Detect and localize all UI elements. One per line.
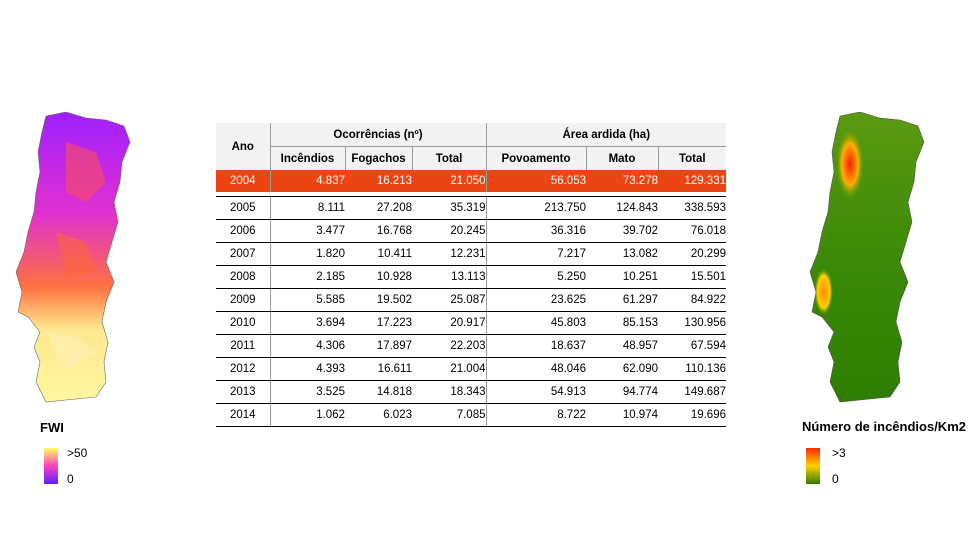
header-total-area: Total [658, 147, 726, 171]
table-row [216, 266, 726, 289]
cell-mato: 94.774 [586, 381, 658, 404]
cell-total-area: 338.593 [658, 197, 726, 220]
cell-fogachos: 10.928 [345, 266, 412, 289]
cell-incendios: 3.525 [270, 381, 345, 404]
cell-total-occurrences: 12.231 [412, 243, 486, 266]
table-body [216, 170, 726, 427]
table-row [216, 197, 726, 220]
cell-mato: 10.251 [586, 266, 658, 289]
fwi-map [6, 112, 136, 412]
cell-incendios: 3.694 [270, 312, 345, 335]
cell-mato: 124.843 [586, 197, 658, 220]
cell-total-area: 129.331 [658, 170, 726, 192]
cell-povoamento: 18.637 [486, 335, 586, 358]
cell-total-area: 19.696 [658, 404, 726, 427]
cell-year: 2005 [216, 197, 270, 220]
header-occurrences: Ocorrências (nº) [270, 123, 486, 147]
table-row [216, 243, 726, 266]
cell-mato: 73.278 [586, 170, 658, 192]
fwi-legend-min: 0 [67, 472, 74, 486]
header-burned-area: Área ardida (ha) [486, 123, 726, 147]
cell-povoamento: 56.053 [486, 170, 586, 192]
cell-year: 2010 [216, 312, 270, 335]
cell-total-area: 110.136 [658, 358, 726, 381]
cell-year: 2006 [216, 220, 270, 243]
table-row [216, 358, 726, 381]
cell-fogachos: 16.768 [345, 220, 412, 243]
header-incendios: Incêndios [270, 147, 345, 171]
header-total-occurrences: Total [412, 147, 486, 171]
cell-incendios: 3.477 [270, 220, 345, 243]
cell-fogachos: 6.023 [345, 404, 412, 427]
cell-year: 2014 [216, 404, 270, 427]
table-row [216, 312, 726, 335]
cell-incendios: 4.306 [270, 335, 345, 358]
table-row [216, 404, 726, 427]
table-row [216, 381, 726, 404]
cell-povoamento: 48.046 [486, 358, 586, 381]
cell-fogachos: 10.411 [345, 243, 412, 266]
cell-fogachos: 14.818 [345, 381, 412, 404]
cell-year: 2009 [216, 289, 270, 312]
cell-year: 2008 [216, 266, 270, 289]
cell-fogachos: 16.213 [345, 170, 412, 192]
table-row [216, 220, 726, 243]
cell-mato: 13.082 [586, 243, 658, 266]
density-legend-bar [806, 448, 820, 484]
density-legend-max: >3 [832, 446, 846, 460]
table-row-highlighted [216, 170, 726, 192]
cell-incendios: 8.111 [270, 197, 345, 220]
cell-incendios: 2.185 [270, 266, 345, 289]
cell-total-area: 15.501 [658, 266, 726, 289]
cell-mato: 62.090 [586, 358, 658, 381]
cell-year: 2012 [216, 358, 270, 381]
cell-povoamento: 45.803 [486, 312, 586, 335]
cell-mato: 85.153 [586, 312, 658, 335]
cell-total-area: 20.299 [658, 243, 726, 266]
density-legend-title: Número de incêndios/Km2 [802, 419, 966, 434]
cell-total-occurrences: 7.085 [412, 404, 486, 427]
cell-fogachos: 16.611 [345, 358, 412, 381]
cell-incendios: 1.062 [270, 404, 345, 427]
fire-statistics-table [216, 123, 726, 427]
cell-fogachos: 17.897 [345, 335, 412, 358]
cell-total-occurrences: 21.004 [412, 358, 486, 381]
cell-total-occurrences: 20.917 [412, 312, 486, 335]
cell-total-occurrences: 13.113 [412, 266, 486, 289]
cell-povoamento: 213.750 [486, 197, 586, 220]
fwi-legend-title: FWI [40, 420, 64, 435]
header-povoamento: Povoamento [486, 147, 586, 171]
header-fogachos: Fogachos [345, 147, 412, 171]
table-row [216, 289, 726, 312]
cell-total-occurrences: 20.245 [412, 220, 486, 243]
cell-total-occurrences: 22.203 [412, 335, 486, 358]
cell-year: 2004 [216, 170, 270, 192]
cell-povoamento: 23.625 [486, 289, 586, 312]
cell-mato: 39.702 [586, 220, 658, 243]
cell-fogachos: 19.502 [345, 289, 412, 312]
cell-incendios: 1.820 [270, 243, 345, 266]
cell-povoamento: 5.250 [486, 266, 586, 289]
cell-incendios: 4.837 [270, 170, 345, 192]
cell-fogachos: 27.208 [345, 197, 412, 220]
cell-total-area: 130.956 [658, 312, 726, 335]
fwi-legend-bar [44, 448, 58, 484]
header-year: Ano [216, 123, 270, 170]
cell-incendios: 4.393 [270, 358, 345, 381]
cell-mato: 61.297 [586, 289, 658, 312]
cell-year: 2007 [216, 243, 270, 266]
cell-mato: 48.957 [586, 335, 658, 358]
fwi-legend-max: >50 [67, 446, 88, 460]
cell-incendios: 5.585 [270, 289, 345, 312]
cell-povoamento: 54.913 [486, 381, 586, 404]
cell-total-area: 76.018 [658, 220, 726, 243]
cell-total-area: 84.922 [658, 289, 726, 312]
header-mato: Mato [586, 147, 658, 171]
fire-density-map [800, 112, 930, 412]
cell-total-occurrences: 21.050 [412, 170, 486, 192]
cell-total-occurrences: 25.087 [412, 289, 486, 312]
cell-povoamento: 8.722 [486, 404, 586, 427]
cell-total-occurrences: 35.319 [412, 197, 486, 220]
cell-total-area: 149.687 [658, 381, 726, 404]
cell-year: 2013 [216, 381, 270, 404]
cell-mato: 10.974 [586, 404, 658, 427]
density-legend-min: 0 [832, 472, 839, 486]
cell-total-area: 67.594 [658, 335, 726, 358]
cell-total-occurrences: 18.343 [412, 381, 486, 404]
cell-year: 2011 [216, 335, 270, 358]
cell-povoamento: 7.217 [486, 243, 586, 266]
table-row [216, 335, 726, 358]
cell-fogachos: 17.223 [345, 312, 412, 335]
cell-povoamento: 36.316 [486, 220, 586, 243]
